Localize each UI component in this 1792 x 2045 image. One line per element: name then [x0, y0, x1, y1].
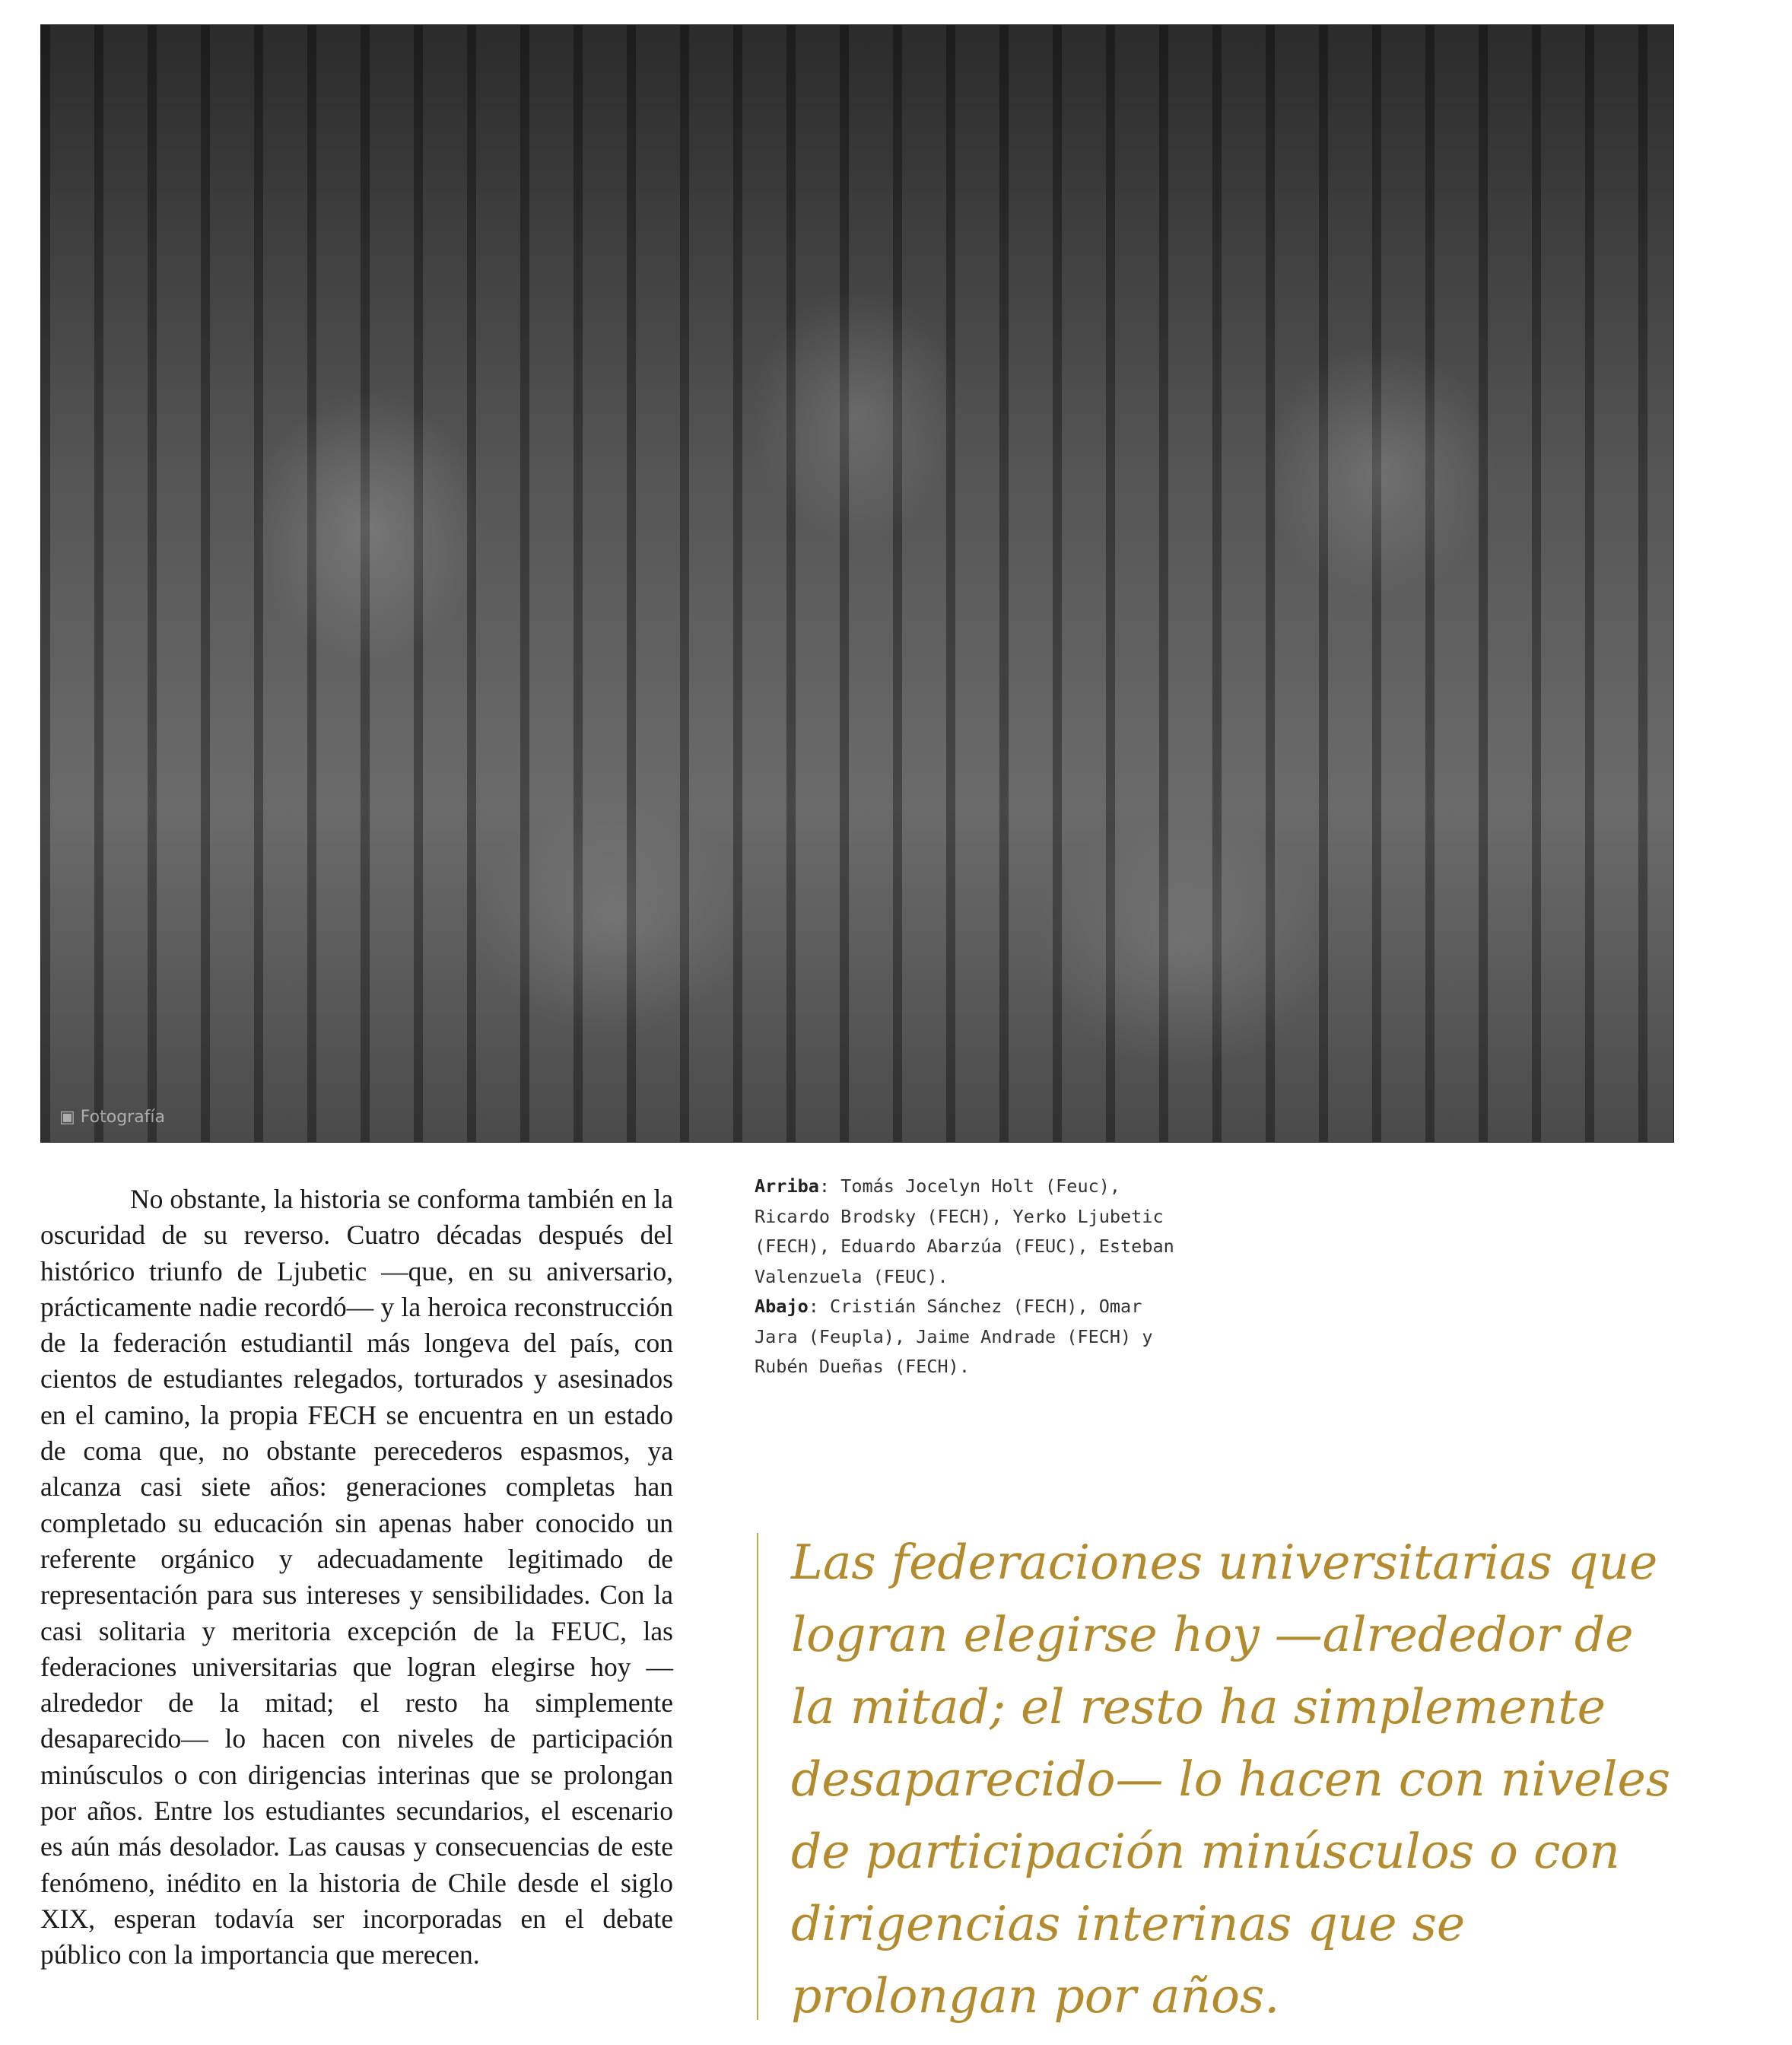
- photo-label: Fotografía: [80, 1108, 166, 1127]
- body-paragraph: No obstante, la historia se conforma también en la oscuridad de su reverso. Cuatro décadas después del histórico triunfo de Ljubetic —que, en su aniversario, prácticamente nadie recordó— y la heroica reconstrucción de la federación estudiantil más longeva del país, con cientos de estudiantes relegados, torturados y asesinados en el camino, la propia FECH se encuentra en un estado de coma que, no obstante perecederos espasmos, ya alcanza casi siete años: generaciones completas han completado su educación sin apenas haber conocido un referente orgánico y adecuadamente legitimado de representación para sus intereses y sensibilidades. Con la casi solitaria y meritoria excepción de la FEUC, las federaciones universitarias que logran elegirse hoy —alrededor de la mitad; el resto ha simplemente desaparecido— lo hacen con niveles de participación minúsculos o con dirigencias interinas que se prolongan por años. Entre los estudiantes secundarios, el escenario es aún más desolador. Las causas y consecuencias de este fenómeno, inédito en la historia de Chile desde el siglo XIX, esperan todavía ser incorporadas en el debate público con la importancia que merecen.: [40, 1184, 673, 1970]
- pullquote-rule: [757, 1533, 758, 2020]
- caption-arriba-text: : Tomás Jocelyn Holt (Feuc), Ricardo Brodsky (FECH), Yerko Ljubetic (FECH), Eduardo Abarzúa (FEUC), Esteban Valenzuela (FEUC).: [755, 1175, 1174, 1287]
- photograph-icon: ▣ Fotografía: [59, 1108, 166, 1127]
- caption-arriba-label: Arriba: [755, 1175, 819, 1197]
- group-photograph: [40, 24, 1674, 1143]
- photo-caption: [755, 1172, 1180, 1382]
- pullquote: Las federaciones universitarias que logran elegirse hoy —alrededor de la mitad; el resto ha simplemente desaparecido— lo hacen con niveles de participación minúsculos o con dirigencias interinas que se prolongan por años.: [791, 1535, 1671, 2024]
- caption-abajo-text: : Cristián Sánchez (FECH), Omar Jara (Feupla), Jaime Andrade (FECH) y Rubén Dueñas (FECH).: [755, 1296, 1153, 1377]
- body-column: [40, 1182, 673, 1973]
- caption-abajo-label: Abajo: [755, 1296, 809, 1317]
